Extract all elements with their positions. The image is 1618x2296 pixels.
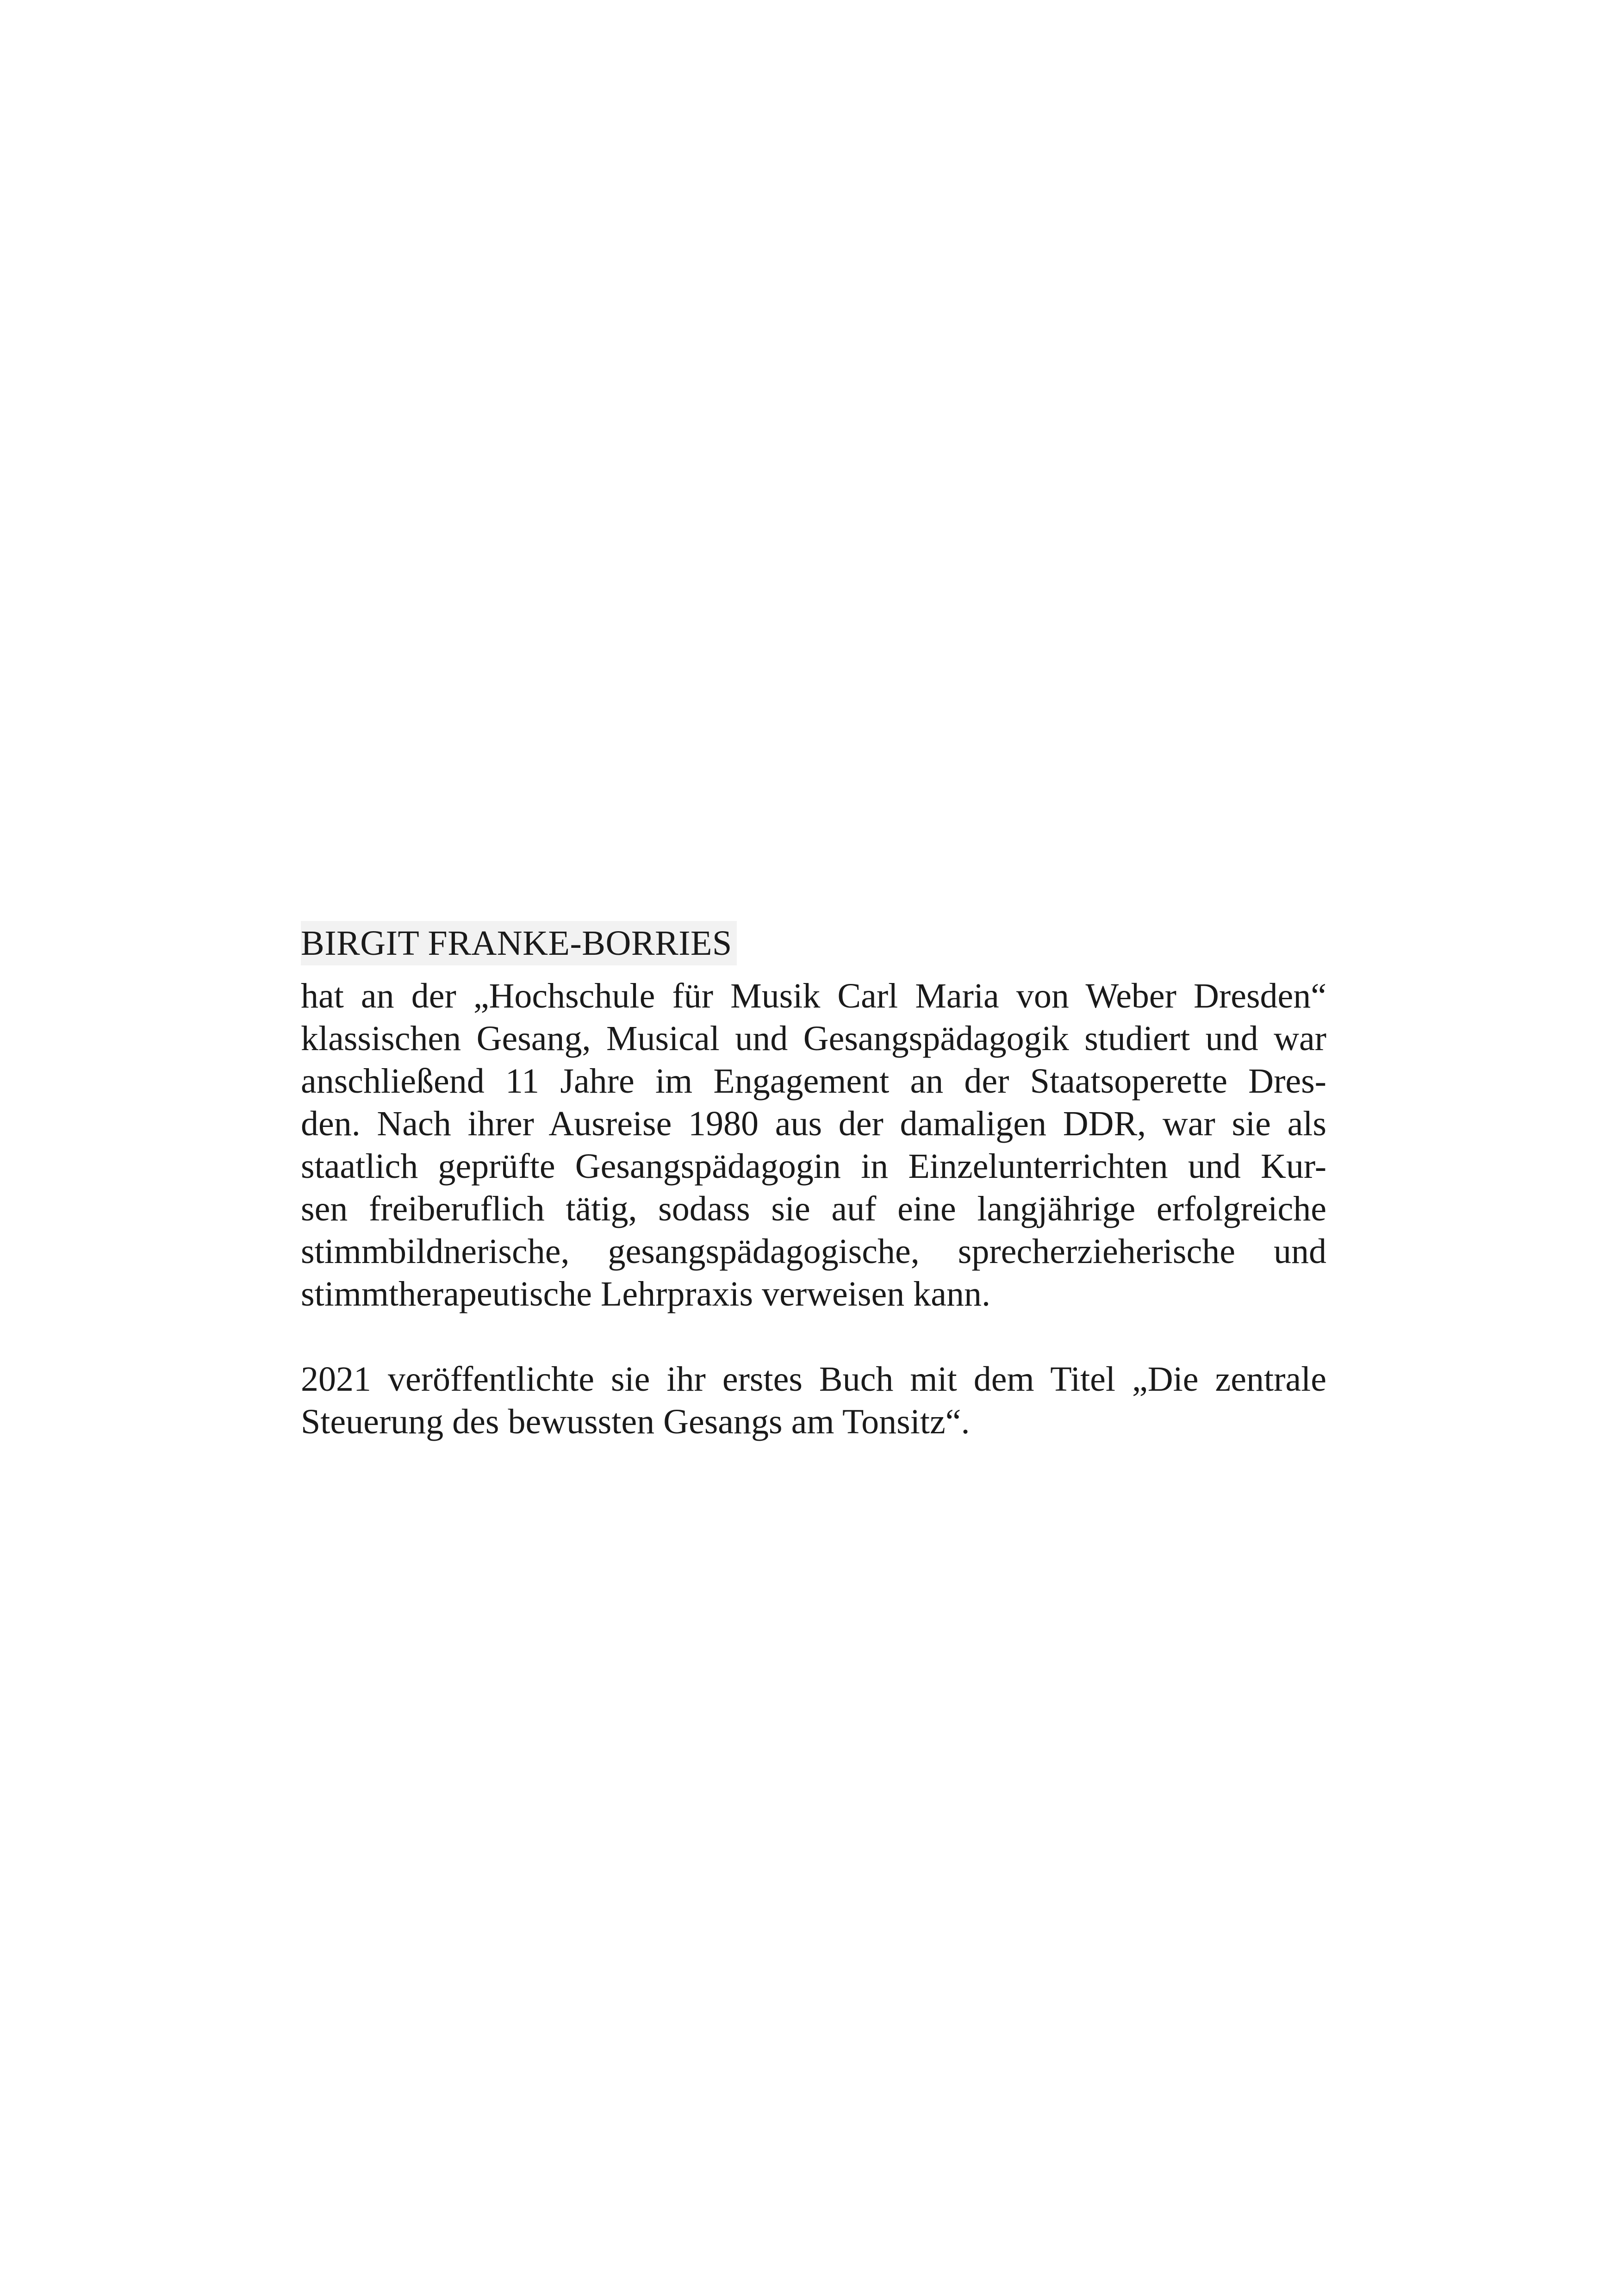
bio-line: sen freiberuflich tätig, sodass sie auf eine langjährige erfolgreiche <box>301 1189 1326 1228</box>
bio-line: anschließend 11 Jahre im Engagement an der Staatsoperette Dres- <box>301 1062 1326 1101</box>
bio-line: stimmbildnerische, gesangspädagogische, sprecherzieherische und <box>301 1232 1326 1271</box>
bio-line: hat an der „Hochschule für Musik Carl Maria von Weber Dresden“ <box>301 977 1326 1015</box>
author-bio-block <box>301 921 1326 1443</box>
author-name: BIRGIT FRANKE-BORRIES <box>301 921 737 965</box>
bio-line: klassischen Gesang, Musical und Gesangspädagogik studiert und war <box>301 1019 1326 1058</box>
bio-paragraph-1 <box>301 975 1326 1315</box>
bio-paragraph-2 <box>301 1358 1326 1443</box>
bio-line: stimmtherapeutische Lehrpraxis verweisen kann. <box>301 1275 990 1313</box>
bio-line: Steuerung des bewussten Gesangs am Tonsitz“. <box>301 1402 970 1441</box>
bio-line: den. Nach ihrer Ausreise 1980 aus der damaligen DDR, war sie als <box>301 1104 1326 1143</box>
paragraph-gap <box>301 1315 1326 1358</box>
bio-line: staatlich geprüfte Gesangspädagogin in Einzelunterrichten und Kur- <box>301 1147 1326 1186</box>
bio-line: 2021 veröffentlichte sie ihr erstes Buch mit dem Titel „Die zentrale <box>301 1360 1326 1399</box>
